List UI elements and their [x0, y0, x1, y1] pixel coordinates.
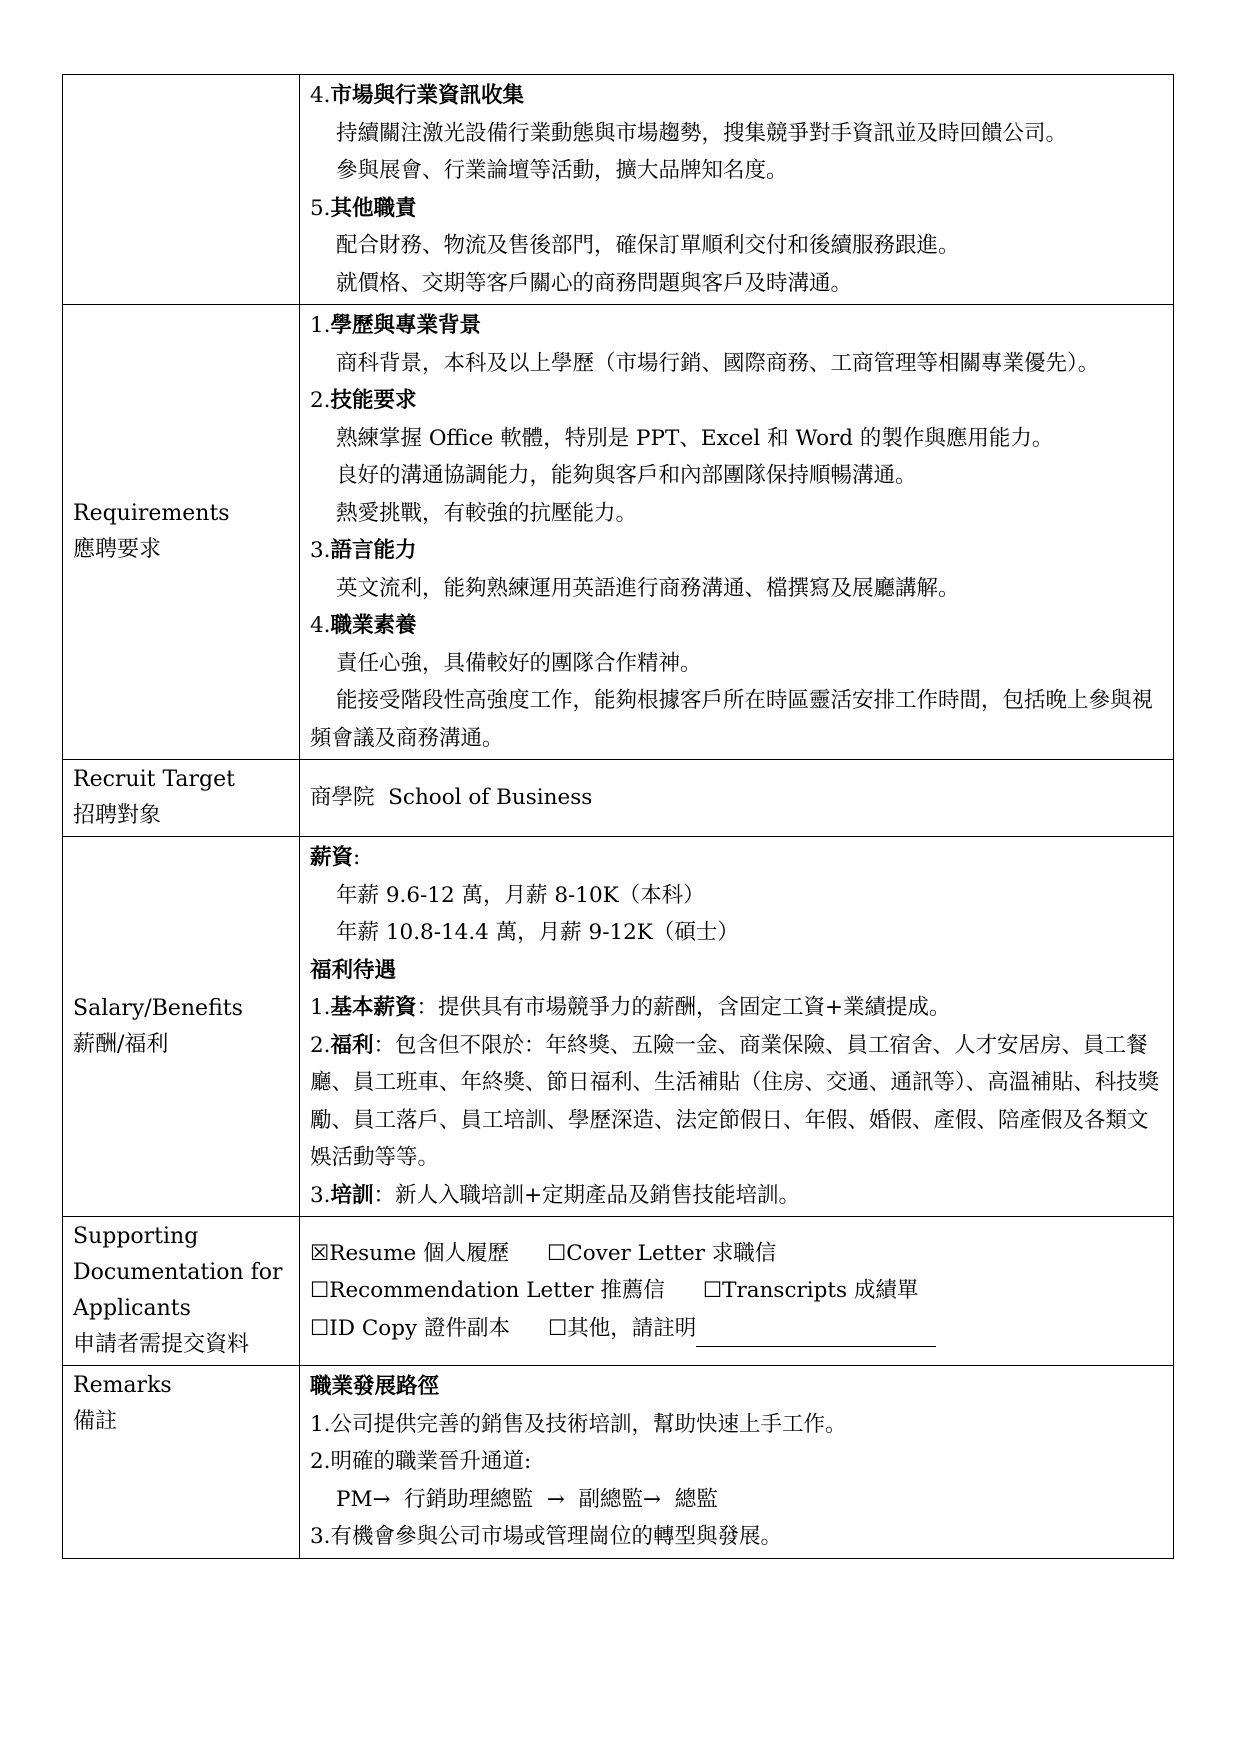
requirements-label: Requirements 應聘要求 [63, 305, 300, 760]
section-heading: 5.其他職責 [310, 195, 417, 221]
section-heading: 4.市場與行業資訊收集 [310, 83, 525, 108]
recommendation-letter-checkbox[interactable]: ☐Recommendation Letter 推薦信 [310, 1278, 665, 1304]
paragraph: 持續關注激光設備行業動態與市場趨勢，搜集競爭對手資訊並及時回饋公司。 [336, 120, 1068, 146]
salary-benefits-row [63, 837, 1174, 1217]
section-heading: 2.技能要求 [310, 388, 417, 413]
paragraph: 商科背景，本科及以上學歷（市場行銷、國際商務、工商管理等相關專業優先）。 [336, 350, 1100, 376]
paragraph: 就價格、交期等客戶關心的商務問題與客戶及時溝通。 [336, 270, 853, 296]
empty-label-cell [63, 75, 300, 305]
other-checkbox[interactable]: ☐其他，請註明 [547, 1315, 697, 1341]
id-copy-checkbox[interactable]: ☐ID Copy 證件副本 [310, 1315, 510, 1341]
salary-benefits-content [300, 837, 1174, 1217]
remark-item: 3.有機會參與公司市場或管理崗位的轉型與發展。 [310, 1524, 783, 1549]
responsibilities-content [300, 75, 1174, 305]
remarks-label: Remarks 備註 [63, 1366, 300, 1559]
cover-letter-checkbox[interactable]: ☐Cover Letter 求職信 [547, 1240, 777, 1266]
salary-line: 年薪 9.6-12 萬，月薪 8-10K（本科） [336, 882, 705, 908]
salary-benefits-label: Salary/Benefits 薪酬/福利 [63, 837, 300, 1217]
paragraph: 參與展會、行業論壇等活動，擴大品牌知名度。 [336, 158, 788, 183]
salary-heading: 薪資: [310, 845, 361, 870]
paragraph: 良好的溝通協調能力，能夠與客戶和內部團隊保持順暢溝通。 [336, 463, 917, 488]
remarks-content [300, 1366, 1174, 1559]
requirements-content [300, 305, 1174, 760]
remarks-heading: 職業發展路徑 [310, 1374, 440, 1399]
recruit-target-value: 商學院 School of Business [300, 760, 1174, 837]
remark-item: 1.公司提供完善的銷售及技術培訓，幫助快速上手工作。 [310, 1411, 847, 1437]
benefits-heading: 福利待遇 [310, 957, 397, 983]
recruit-target-label: Recruit Target 招聘對象 [63, 760, 300, 837]
career-path: PM→ 行銷助理總監 → 副總監→ 總監 [336, 1486, 718, 1512]
benefit-item: 2.福利：包含但不限於：年終獎、五險一金、商業保險、員工宿舍、人才安居房、員工餐廳、員工班車、年終獎、節日福利、生活補貼（住房、交通、通訊等）、高溫補貼、科技獎勵、員工落戶、員工培訓、學歷深造、法定節假日、年假、婚假、產假、陪產假及各類文娛活動等等。 [310, 1032, 1160, 1170]
requirements-row [63, 305, 1174, 760]
remark-item: 2.明確的職業晉升通道: [310, 1449, 532, 1474]
remarks-row [63, 1366, 1174, 1559]
supporting-docs-checklist [300, 1217, 1174, 1366]
paragraph: 熟練掌握 Office 軟體，特別是 PPT、Excel 和 Word 的製作與應用能力。 [336, 425, 1054, 451]
responsibilities-continued-row [63, 75, 1174, 305]
paragraph: 配合財務、物流及售後部門，確保訂單順利交付和後續服務跟進。 [336, 233, 960, 258]
benefit-item: 1.基本薪資：提供具有市場競爭力的薪酬，含固定工資+業績提成。 [310, 995, 951, 1020]
section-heading: 1.學歷與專業背景 [310, 313, 482, 338]
section-heading: 4.職業素養 [310, 613, 417, 638]
job-posting-table [62, 74, 1174, 1559]
benefit-item: 3.培訓：新人入職培訓+定期產品及銷售技能培訓。 [310, 1182, 801, 1208]
supporting-docs-label: Supporting Documentation for Applicants 申請者需提交資料 [63, 1217, 300, 1366]
paragraph: 英文流利，能夠熟練運用英語進行商務溝通、檔撰寫及展廳講解。 [336, 575, 960, 601]
salary-line: 年薪 10.8-14.4 萬，月薪 9-12K（碩士） [336, 920, 739, 945]
paragraph: 責任心強，具備較好的團隊合作精神。 [336, 650, 702, 676]
paragraph: 能接受階段性高強度工作，能夠根據客戶所在時區靈活安排工作時間，包括晚上參與視頻會議及商務溝通。 [310, 688, 1154, 751]
other-specify-blank[interactable] [696, 1322, 936, 1347]
resume-checkbox[interactable]: ☒Resume 個人履歷 [310, 1240, 510, 1266]
supporting-docs-row [63, 1217, 1174, 1366]
section-heading: 3.語言能力 [310, 538, 417, 563]
transcripts-checkbox[interactable]: ☐Transcripts 成績單 [702, 1278, 919, 1304]
paragraph: 熱愛挑戰，有較強的抗壓能力。 [336, 500, 638, 526]
recruit-target-row [63, 760, 1174, 837]
